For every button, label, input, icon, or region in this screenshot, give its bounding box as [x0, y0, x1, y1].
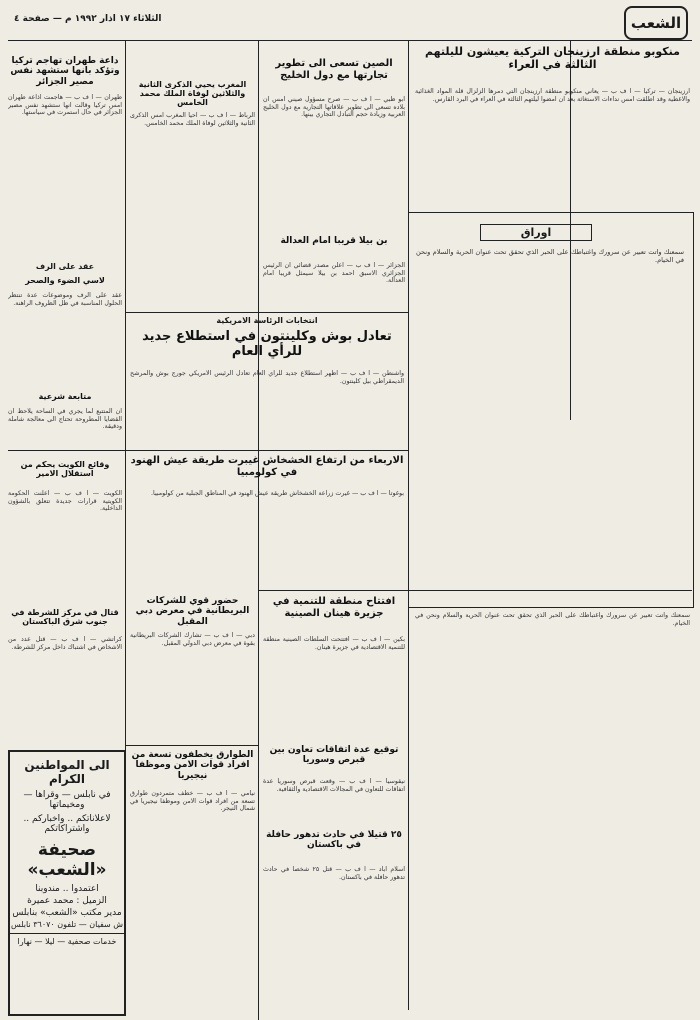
- ad-brand: صحيفة «الشعب»: [27, 840, 107, 880]
- article-headline: وقائع الكويت يحكم من استقلال الامير: [20, 460, 110, 479]
- article-body: طهران — ا ف ب — هاجمت اذاعة طهران امس تركيا وقالت انها ستشهد نفس مصير الجزائر في حال استمرت في سياستها.: [8, 94, 122, 117]
- article-headline: لاسي الضوء والصحر: [25, 276, 105, 285]
- article-body: نيقوسيا — ا ف ب — وقعت قبرص وسوريا عدة اتفاقات للتعاون في المجالات الاقتصادية والثقافية.: [263, 778, 405, 793]
- ad-line: خدمات صحفية — ليلا — نهارا: [10, 933, 124, 946]
- newspaper-logo: الشعب: [624, 6, 688, 40]
- article-body: واشنطن — ا ف ب — اظهر استطلاع جديد للرأي العام تعادل الرئيس الامريكي جورج بوش والمرشح الديمقراطي بيل كلينتون.: [130, 370, 404, 385]
- opinion-body: سمعنك واتت تعبير عن سرورك واغتباطك على الحبر الذي تحقق تحت عنوان الحرية والسلام ونحن في الخيام.: [416, 248, 684, 265]
- masthead-rule: [8, 40, 692, 41]
- ad-line: مدير مكتب «الشعب» بنابلس: [12, 908, 122, 918]
- article-headline: الصين تسعى الى تطوير تجارتها مع دول الخليج: [275, 58, 393, 81]
- section-rule: [8, 450, 408, 451]
- article-kicker: انتخابات الرئاسة الامريكية: [216, 316, 318, 325]
- article-body: اسلام اباد — ا ف ب — قتل ٢٥ شخصا في حادث تدهور حافلة في باكستان.: [263, 866, 405, 881]
- article-headline: تعادل بوش وكلينتون في استطلاع جديد للرأي العام: [142, 329, 392, 359]
- article-headline: توقيع عدة اتفاقات تعاون بين قبرص وسوريا: [269, 745, 399, 766]
- column-title: اوراق: [480, 224, 592, 241]
- article-body: دبي — ا ف ب — تشارك الشركات البريطانية بقوة في معرض دبي الدولي المقبل.: [130, 632, 255, 647]
- article-headline: افتتاح منطقة للتنمية في جزيرة هينان الصينية: [272, 596, 396, 619]
- ad-line: الزميل : محمد عميرة: [27, 896, 107, 906]
- article-body: ارزينجان — تركيا — ا ف ب — يعاني منكوبو منطقة ارزينجان التي دمرها الزلزال قلة المواد الغذائية والاغطية وقد اطلقت امس نداءات الاستغاثة بعد ان امضوا ليلتهم الثالثة في العراء في البرد القارس.: [415, 88, 690, 103]
- article-headline: الطوارق يخطفون تسعة من افراد قوات الامن وموظفا نيجيريا: [131, 750, 254, 781]
- article-body: بوغوتا — ا ف ب — غيرت زراعة الخشخاش طريقة عيش الهنود في المناطق الجبلية من كولومبيا.: [151, 490, 404, 497]
- article-headline: داعة طهران تهاجم تركيا وتؤكد بانها ستشهد نفس مصير الجزائر: [10, 56, 120, 87]
- article-headline: بن بيلا قريبا امام العدالة: [280, 236, 388, 246]
- article-headline: منكوبو منطقة ارزينجان التركية يعيشون لليلتهم الثالثة في العراء: [425, 45, 680, 71]
- article-kicker: عقد على الرف: [35, 262, 95, 271]
- ad-line: اعتمدوا .. مندوبنا: [35, 884, 99, 894]
- section-rule: [258, 590, 692, 591]
- opinion-continued-body: سمعنك واتت تعبير عن سرورك واغتباطك على الحبر الذي تحقق تحت عنوان الحرية والسلام ونحن في الخيام.: [415, 612, 690, 627]
- article-body: ابو ظبي — ا ف ب — صرح مسؤول صيني امس ان بلاده تسعى الى تطوير علاقاتها التجارية مع دول الخليج العربية وزيادة حجم التبادل التجاري بينها.: [263, 96, 405, 119]
- article-body: كراتشي — ا ف ب — قتل عدد من الاشخاص في اشتباك داخل مركز للشرطة.: [8, 636, 122, 651]
- article-headline: قتال في مركز للشرطة في جنوب شرق الباكستان: [11, 608, 119, 627]
- article-body: الكويت — ا ف ب — اعلنت الحكومة الكويتية قرارات جديدة تتعلق بالشؤون الداخلية.: [8, 490, 122, 513]
- ad-line: لاعلاناتكم .. واخباركم .. واشتراكاتكم: [23, 814, 111, 834]
- article-headline: ٢٥ قتيلا في حادث تدهور حافلة في باكستان: [266, 830, 402, 851]
- section-rule: [125, 745, 258, 746]
- dateline: الثلاثاء ١٧ اذار ١٩٩٢ م — صفحة ٤: [14, 14, 162, 24]
- advertisement-box: [8, 750, 126, 1016]
- article-headline: حضور قوي للشركات البريطانية في معرض دبي المقبل: [135, 596, 250, 627]
- article-body: ان المتتبع لما يجري في الساحة يلاحظ ان القضايا المطروحة تحتاج الى معالجة شاملة ودقيقة.: [8, 408, 122, 431]
- article-headline: متابعة شرعية: [38, 392, 92, 401]
- article-body: الجزائر — ا ف ب — اعلن مصدر قضائي ان الرئيس الجزائري الاسبق احمد بن بيلا سيمثل قريبا امام العدالة.: [263, 262, 405, 285]
- article-headline: المغرب يحيي الذكرى الثانية والثلاثين لوفاة الملك محمد الخامس: [138, 80, 247, 108]
- article-body: الرباط — ا ف ب — احيا المغرب امس الذكرى الثانية والثلاثين لوفاة الملك محمد الخامس.: [130, 112, 255, 127]
- article-body: بكين — ا ف ب — افتتحت السلطات الصينية منطقة للتنمية الاقتصادية في جزيرة هينان.: [263, 636, 405, 651]
- ad-line: الى المواطنين الكرام: [24, 758, 110, 786]
- ad-line: في نابلس — وقراها — ومخيماتها: [23, 790, 111, 810]
- ad-line: ش سفيان — تلفون ٣٦٠٧٠ نابلس: [10, 920, 124, 929]
- article-headline: الاربعاء من ارتفاع الخشخاش غيبرت طريقة عيش الهنود في كولومبيا: [130, 455, 404, 478]
- article-body: نيامي — ا ف ب — خطف متمردون طوارق تسعة من افراد قوات الامن وموظفا نيجيريا في شمال النيجر.: [130, 790, 255, 813]
- section-rule: [125, 312, 408, 313]
- article-body: عقد على الرف وموضوعات عدة تنتظر الحلول المناسبة في ظل الظروف الراهنة.: [8, 292, 122, 307]
